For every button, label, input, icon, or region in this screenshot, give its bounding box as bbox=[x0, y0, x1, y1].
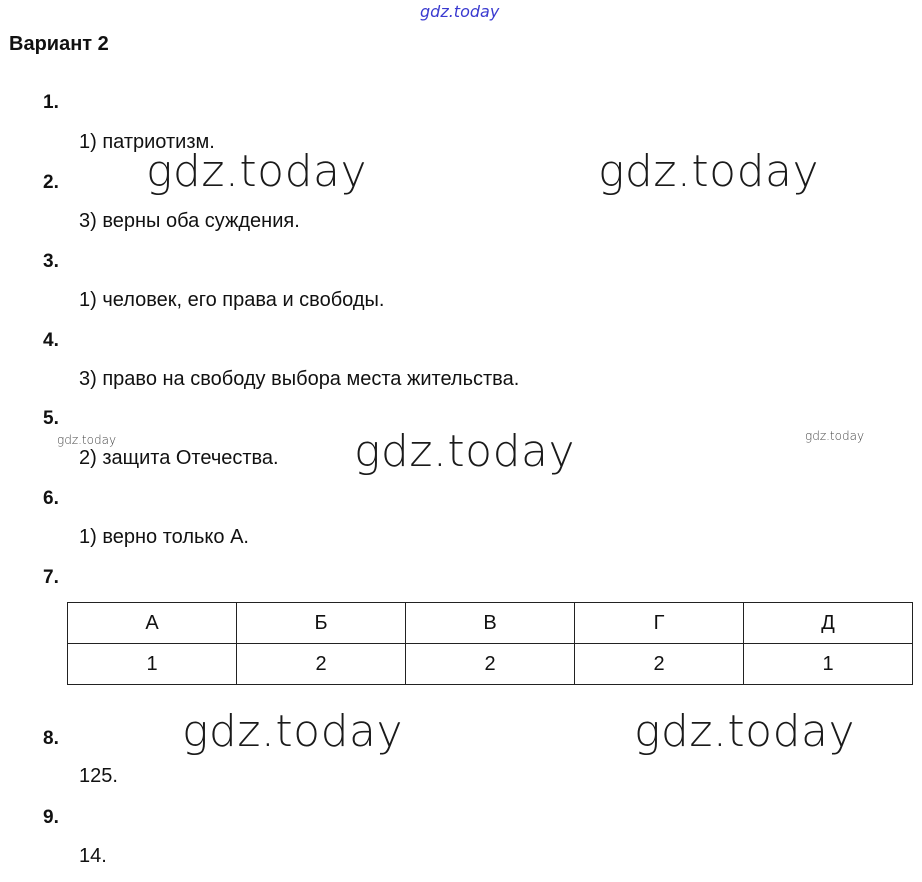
answer-text: 3) право на свободу выбора места жительства. bbox=[79, 368, 520, 390]
table-cell: 2 bbox=[237, 644, 406, 685]
answer-text: 125. bbox=[79, 765, 118, 787]
question-number: 5. bbox=[43, 408, 59, 429]
answer-text: 1) верно только А. bbox=[79, 526, 249, 548]
table-header-cell: В bbox=[406, 603, 575, 644]
table-cell: 2 bbox=[406, 644, 575, 685]
table-cell: 1 bbox=[744, 644, 913, 685]
table-header-row bbox=[68, 603, 913, 644]
question-number: 6. bbox=[43, 488, 59, 509]
watermark-large: gdz.today bbox=[354, 426, 576, 477]
question-number: 4. bbox=[43, 330, 59, 351]
question-number: 9. bbox=[43, 807, 59, 828]
answer-text: 1) человек, его права и свободы. bbox=[79, 289, 385, 311]
table-header-cell: Г bbox=[575, 603, 744, 644]
watermark-large: gdz.today bbox=[634, 706, 856, 757]
question-number: 2. bbox=[43, 172, 59, 193]
watermark-small: gdz.today bbox=[805, 429, 865, 443]
question-number: 7. bbox=[43, 567, 59, 588]
table-header-cell: Д bbox=[744, 603, 913, 644]
answer-text: 14. bbox=[79, 845, 107, 867]
watermark-large: gdz.today bbox=[598, 146, 820, 197]
watermark-large: gdz.today bbox=[182, 706, 404, 757]
table-cell: 2 bbox=[575, 644, 744, 685]
answer-text: 1) патриотизм. bbox=[79, 131, 215, 153]
table-header-cell: Б bbox=[237, 603, 406, 644]
matching-table bbox=[67, 602, 913, 685]
table-header-cell: А bbox=[68, 603, 237, 644]
answer-text: 3) верны оба суждения. bbox=[79, 210, 300, 232]
question-number: 1. bbox=[43, 92, 59, 113]
watermark-large: gdz.today bbox=[146, 146, 368, 197]
table-row bbox=[68, 644, 913, 685]
table-cell: 1 bbox=[68, 644, 237, 685]
watermark-small: gdz.today bbox=[57, 433, 117, 447]
page-title: Вариант 2 bbox=[9, 33, 109, 55]
answer-text: 2) защита Отечества. bbox=[79, 447, 279, 469]
question-number: 3. bbox=[43, 251, 59, 272]
question-number: 8. bbox=[43, 728, 59, 749]
watermark-top: gdz.today bbox=[420, 2, 500, 21]
